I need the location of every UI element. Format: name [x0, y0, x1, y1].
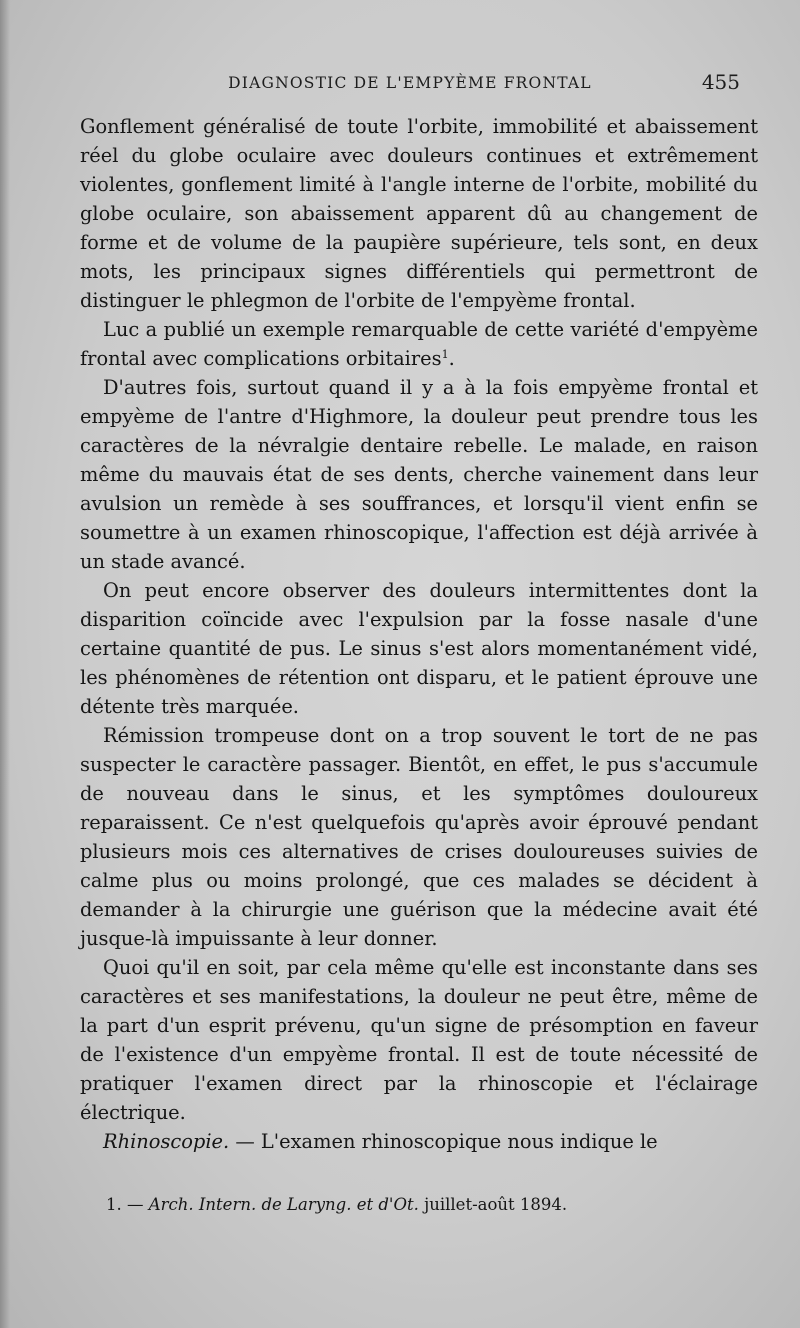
- body-text: [80, 112, 758, 1156]
- running-head: DIAGNOSTIC DE L'EMPYÈME FRONTAL: [228, 74, 592, 92]
- paragraph: [80, 1127, 758, 1156]
- paragraph: On peut encore observer des douleurs intermittentes dont la disparition coïncide avec l'expulsion par la fosse nasale d'une certaine quantité de pus. Le sinus s'est alors momentanément vidé, les phénomènes de rétention ont disparu, et le patient éprouve une détente très marquée.: [80, 579, 758, 718]
- footnote-date: juillet-août 1894.: [418, 1195, 568, 1214]
- paragraph: [80, 315, 758, 373]
- footnote-number: 1.: [106, 1195, 122, 1214]
- footnote: [106, 1195, 746, 1214]
- page-number: 455: [701, 70, 740, 94]
- paragraph: Quoi qu'il en soit, par cela même qu'elle est inconstante dans ses caractères et ses manifestations, la douleur ne peut être, même de la part d'un esprit prévenu, qu'un signe de présomption en faveur de l'existence d'un empyème frontal. Il est de toute nécessité de pratiquer l'examen direct par la rhinoscopie et l'éclairage électrique.: [80, 956, 758, 1124]
- paragraph-text: Luc a publié un exemple remarquable de cette variété d'empyème frontal avec complications orbitaires: [80, 318, 758, 370]
- paragraph: D'autres fois, surtout quand il y a à la fois empyème frontal et empyème de l'antre d'Highmore, la douleur peut prendre tous les caractères de la névralgie dentaire rebelle. Le malade, en raison même du mauvais état de ses dents, cherche vainement dans leur avulsion un remède à ses souffrances, et lorsqu'il vient enfin se soumettre à un examen rhinoscopique, l'affection est déjà arrivée à un stade avancé.: [80, 376, 758, 573]
- footnote-dash: —: [121, 1195, 149, 1214]
- paragraph: Gonflement généralisé de toute l'orbite, immobilité et abaissement réel du globe oculaire avec douleurs continues et extrêmement violentes, gonflement limité à l'angle interne de l'orbite, mobilité du globe oculaire, son abaissement apparent dû au changement de forme et de volume de la paupière supérieure, tels sont, en deux mots, les principaux signes différentiels qui permettront de distinguer le phlegmon de l'orbite de l'empyème frontal.: [80, 115, 758, 312]
- section-heading: Rhinoscopie.: [103, 1130, 230, 1153]
- footnote-reference[interactable]: 1: [441, 348, 449, 361]
- footnote-source: Arch. Intern. de Laryng. et d'Ot.: [148, 1195, 419, 1214]
- paragraph-text: — L'examen rhinoscopique nous indique le: [229, 1130, 658, 1153]
- page-header: [80, 70, 740, 104]
- paragraph-tail: .: [448, 347, 455, 370]
- paragraph: Rémission trompeuse dont on a trop souvent le tort de ne pas suspecter le caractère passager. Bientôt, en effet, le pus s'accumule de nouveau dans le sinus, et les symptômes douloureux reparaissent. Ce n'est quelquefois qu'après avoir éprouvé pendant plusieurs mois ces alternatives de crises douloureuses suivies de calme plus ou moins prolongé, que ces malades se décident à demander à la chirurgie une guérison que la médecine avait été jusque-là impuissante à leur donner.: [80, 724, 758, 950]
- page-edge-shadow: [0, 0, 10, 1328]
